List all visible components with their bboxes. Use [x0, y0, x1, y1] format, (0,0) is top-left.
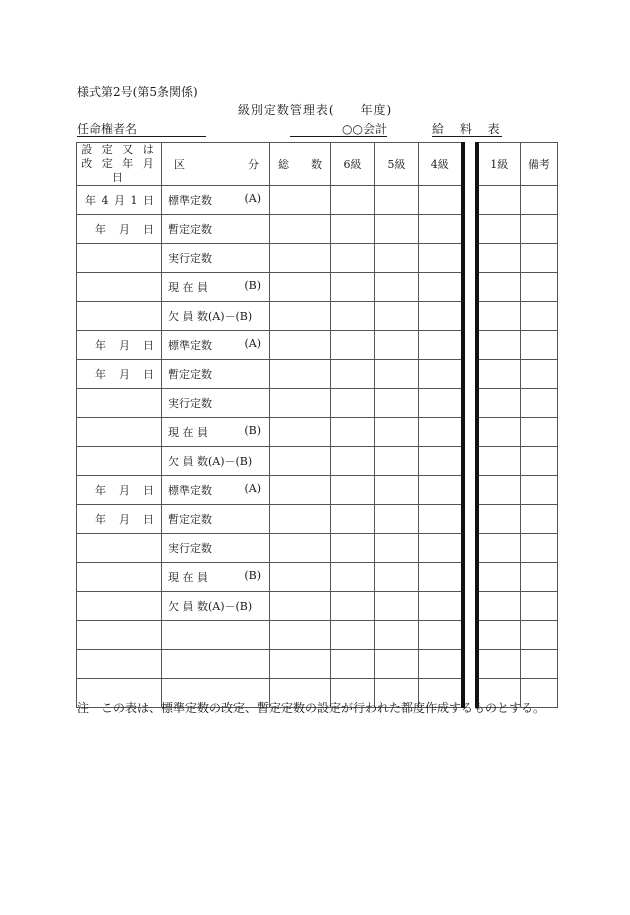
row-category-label: 欠 員 数(A)－(B) — [168, 310, 253, 323]
omission-divider — [463, 418, 477, 447]
appointer-label: 任命権者名 — [77, 122, 206, 137]
cell-grade-1[interactable] — [477, 534, 521, 563]
cell-grade-4[interactable] — [419, 650, 463, 679]
table-row — [77, 360, 558, 389]
table-row — [77, 563, 558, 592]
table-row — [77, 215, 558, 244]
row-category-label: 現 在 員 — [168, 426, 208, 439]
table-row — [77, 621, 558, 650]
row-category-mark: (A) — [244, 192, 261, 205]
cell-total[interactable] — [270, 621, 331, 650]
cell-grade-6[interactable] — [331, 186, 375, 215]
cell-grade-6[interactable] — [331, 592, 375, 621]
table-row — [77, 505, 558, 534]
header-total-right: 数 — [311, 158, 322, 171]
cell-grade-4[interactable] — [419, 621, 463, 650]
table-row — [77, 244, 558, 273]
row-category — [162, 534, 270, 563]
cell-grade-6[interactable] — [331, 447, 375, 476]
cell-grade-4[interactable] — [419, 215, 463, 244]
omission-divider — [463, 360, 477, 389]
header-total-left: 総 — [278, 158, 289, 171]
cell-grade-1[interactable] — [477, 621, 521, 650]
cell-total[interactable] — [270, 563, 331, 592]
row-date — [77, 621, 162, 650]
cell-grade-5[interactable] — [375, 563, 419, 592]
row-date — [77, 563, 162, 592]
cell-grade-1[interactable] — [477, 447, 521, 476]
row-category-label: 標準定数 — [168, 194, 212, 207]
cell-grade-1[interactable] — [477, 592, 521, 621]
cell-total[interactable] — [270, 186, 331, 215]
cell-remarks[interactable] — [521, 476, 558, 505]
row-category-label: 標準定数 — [168, 484, 212, 497]
cell-remarks[interactable] — [521, 592, 558, 621]
header-date — [77, 143, 162, 186]
cell-grade-5[interactable] — [375, 244, 419, 273]
cell-total[interactable] — [270, 273, 331, 302]
cell-remarks[interactable] — [521, 534, 558, 563]
header-kind — [162, 143, 270, 186]
row-date — [77, 418, 162, 447]
cell-grade-6[interactable] — [331, 650, 375, 679]
row-category-label: 欠 員 数(A)－(B) — [168, 455, 253, 468]
cell-grade-6[interactable] — [331, 389, 375, 418]
header-kind-right: 分 — [248, 158, 259, 171]
omission-divider — [463, 244, 477, 273]
cell-grade-5[interactable] — [375, 302, 419, 331]
row-category — [162, 505, 270, 534]
cell-grade-6[interactable] — [331, 418, 375, 447]
row-category-label: 暫定定数 — [168, 368, 212, 381]
row-category-mark: (B) — [244, 424, 261, 437]
cell-grade-4[interactable] — [419, 505, 463, 534]
omission-divider — [463, 186, 477, 215]
omission-divider — [463, 505, 477, 534]
row-category — [162, 650, 270, 679]
cell-grade-6[interactable] — [331, 215, 375, 244]
cell-grade-1[interactable] — [477, 476, 521, 505]
cell-grade-1[interactable] — [477, 331, 521, 360]
omission-divider — [463, 302, 477, 331]
table-row — [77, 331, 558, 360]
form-number: 様式第2号(第5条関係) — [77, 85, 198, 99]
cell-grade-1[interactable] — [477, 215, 521, 244]
row-category-label: 実行定数 — [168, 397, 212, 410]
cell-total[interactable] — [270, 505, 331, 534]
row-date — [77, 302, 162, 331]
cell-grade-6[interactable] — [331, 360, 375, 389]
cell-grade-4[interactable] — [419, 331, 463, 360]
cell-grade-6[interactable] — [331, 621, 375, 650]
cell-grade-1[interactable] — [477, 505, 521, 534]
cell-grade-6[interactable] — [331, 563, 375, 592]
row-category — [162, 621, 270, 650]
table-header-row — [77, 143, 558, 186]
header-grade-1: 1級 — [477, 143, 521, 186]
header-date-line2: 改 定 年 月 日 — [81, 157, 157, 184]
cell-grade-6[interactable] — [331, 505, 375, 534]
row-category-label: 実行定数 — [168, 252, 212, 265]
cell-grade-1[interactable] — [477, 418, 521, 447]
title-suffix: 年度) — [360, 103, 393, 117]
row-date — [77, 447, 162, 476]
cell-total[interactable] — [270, 302, 331, 331]
cell-total[interactable] — [270, 534, 331, 563]
cell-total[interactable] — [270, 447, 331, 476]
row-category-mark: (A) — [244, 482, 261, 495]
row-category — [162, 273, 270, 302]
cell-remarks[interactable] — [521, 215, 558, 244]
row-date — [77, 534, 162, 563]
table-row — [77, 476, 558, 505]
omission-divider — [463, 621, 477, 650]
row-category-mark: (B) — [244, 569, 261, 582]
cell-grade-5[interactable] — [375, 273, 419, 302]
cell-grade-1[interactable] — [477, 650, 521, 679]
cell-remarks[interactable] — [521, 621, 558, 650]
row-category-label: 現 在 員 — [168, 571, 208, 584]
cell-grade-4[interactable] — [419, 418, 463, 447]
table-row — [77, 447, 558, 476]
header-grade-4: 4級 — [419, 143, 463, 186]
cell-grade-4[interactable] — [419, 302, 463, 331]
table-row — [77, 273, 558, 302]
cell-remarks[interactable] — [521, 505, 558, 534]
omission-divider — [463, 592, 477, 621]
row-date — [77, 650, 162, 679]
cell-grade-1[interactable] — [477, 302, 521, 331]
salary-table-label: 給 料 表 — [432, 122, 506, 136]
omission-divider — [463, 143, 477, 186]
row-category-mark: (A) — [244, 337, 261, 350]
row-category — [162, 360, 270, 389]
omission-divider — [463, 389, 477, 418]
cell-total[interactable] — [270, 418, 331, 447]
cell-grade-4[interactable] — [419, 186, 463, 215]
row-date: 年 4 月 1 日 — [77, 186, 162, 215]
row-category — [162, 476, 270, 505]
cell-grade-5[interactable] — [375, 592, 419, 621]
cell-remarks[interactable] — [521, 563, 558, 592]
cell-grade-5[interactable] — [375, 186, 419, 215]
cell-grade-5[interactable] — [375, 534, 419, 563]
header-date-line1: 設 定 又 は — [81, 143, 157, 156]
cell-total[interactable] — [270, 360, 331, 389]
title-prefix: 級別定数管理表( — [237, 103, 335, 117]
row-date — [77, 592, 162, 621]
cell-remarks[interactable] — [521, 302, 558, 331]
row-category — [162, 563, 270, 592]
header-kind-left: 区 — [174, 158, 185, 171]
cell-remarks[interactable] — [521, 418, 558, 447]
cell-total[interactable] — [270, 592, 331, 621]
row-date: 年 月 日 — [77, 331, 162, 360]
organization-label: ○○会計 — [290, 122, 387, 137]
cell-total[interactable] — [270, 215, 331, 244]
cell-remarks[interactable] — [521, 273, 558, 302]
row-date — [77, 244, 162, 273]
row-date: 年 月 日 — [77, 505, 162, 534]
cell-total[interactable] — [270, 476, 331, 505]
row-category — [162, 592, 270, 621]
table-row — [77, 302, 558, 331]
cell-remarks[interactable] — [521, 389, 558, 418]
cell-grade-1[interactable] — [477, 273, 521, 302]
row-category — [162, 447, 270, 476]
row-category-label: 欠 員 数(A)－(B) — [168, 600, 253, 613]
cell-grade-5[interactable] — [375, 650, 419, 679]
cell-grade-4[interactable] — [419, 563, 463, 592]
cell-remarks[interactable] — [521, 650, 558, 679]
row-category — [162, 331, 270, 360]
row-category-label: 標準定数 — [168, 339, 212, 352]
footnote: 注 この表は、標準定数の改定、暫定定数の設定が行われた都度作成するものとする。 — [77, 701, 546, 715]
cell-grade-5[interactable] — [375, 215, 419, 244]
row-category — [162, 418, 270, 447]
cell-remarks[interactable] — [521, 186, 558, 215]
omission-divider — [463, 563, 477, 592]
cell-grade-5[interactable] — [375, 476, 419, 505]
row-date: 年 月 日 — [77, 215, 162, 244]
cell-grade-1[interactable] — [477, 244, 521, 273]
grade-quota-table — [76, 142, 558, 708]
cell-total[interactable] — [270, 331, 331, 360]
row-category-label: 現 在 員 — [168, 281, 208, 294]
header-total — [270, 143, 331, 186]
cell-grade-1[interactable] — [477, 563, 521, 592]
row-category — [162, 186, 270, 215]
cell-grade-5[interactable] — [375, 505, 419, 534]
cell-grade-4[interactable] — [419, 244, 463, 273]
cell-grade-4[interactable] — [419, 389, 463, 418]
cell-grade-5[interactable] — [375, 418, 419, 447]
cell-remarks[interactable] — [521, 244, 558, 273]
table-row — [77, 592, 558, 621]
table-row — [77, 650, 558, 679]
row-category-label: 暫定定数 — [168, 513, 212, 526]
omission-divider — [463, 534, 477, 563]
omission-divider — [463, 476, 477, 505]
row-category-mark: (B) — [244, 279, 261, 292]
table-row — [77, 534, 558, 563]
omission-divider — [463, 273, 477, 302]
row-date: 年 月 日 — [77, 360, 162, 389]
row-category — [162, 389, 270, 418]
header-grade-6: 6級 — [331, 143, 375, 186]
cell-grade-4[interactable] — [419, 360, 463, 389]
cell-remarks[interactable] — [521, 360, 558, 389]
cell-remarks[interactable] — [521, 331, 558, 360]
cell-grade-4[interactable] — [419, 476, 463, 505]
cell-grade-6[interactable] — [331, 331, 375, 360]
cell-grade-5[interactable] — [375, 360, 419, 389]
table-row — [77, 418, 558, 447]
cell-grade-5[interactable] — [375, 331, 419, 360]
cell-grade-6[interactable] — [331, 302, 375, 331]
cell-grade-4[interactable] — [419, 592, 463, 621]
page-title — [0, 101, 630, 118]
cell-total[interactable] — [270, 389, 331, 418]
omission-divider — [463, 215, 477, 244]
cell-grade-6[interactable] — [331, 476, 375, 505]
cell-grade-1[interactable] — [477, 389, 521, 418]
cell-grade-4[interactable] — [419, 447, 463, 476]
row-category — [162, 302, 270, 331]
cell-grade-6[interactable] — [331, 534, 375, 563]
header-remarks: 備考 — [521, 143, 558, 186]
cell-grade-5[interactable] — [375, 447, 419, 476]
omission-divider — [463, 650, 477, 679]
cell-grade-4[interactable] — [419, 273, 463, 302]
cell-remarks[interactable] — [521, 447, 558, 476]
row-category — [162, 244, 270, 273]
header-grade-5: 5級 — [375, 143, 419, 186]
cell-grade-1[interactable] — [477, 360, 521, 389]
cell-grade-6[interactable] — [331, 273, 375, 302]
cell-total[interactable] — [270, 244, 331, 273]
row-date: 年 月 日 — [77, 476, 162, 505]
row-category-label: 実行定数 — [168, 542, 212, 555]
cell-grade-6[interactable] — [331, 244, 375, 273]
table-row — [77, 389, 558, 418]
row-date — [77, 389, 162, 418]
cell-total[interactable] — [270, 650, 331, 679]
row-category-label: 暫定定数 — [168, 223, 212, 236]
cell-grade-1[interactable] — [477, 186, 521, 215]
cell-grade-4[interactable] — [419, 534, 463, 563]
cell-grade-5[interactable] — [375, 621, 419, 650]
row-category — [162, 215, 270, 244]
omission-divider — [463, 447, 477, 476]
cell-grade-5[interactable] — [375, 389, 419, 418]
row-date — [77, 273, 162, 302]
table-row — [77, 186, 558, 215]
omission-divider — [463, 331, 477, 360]
